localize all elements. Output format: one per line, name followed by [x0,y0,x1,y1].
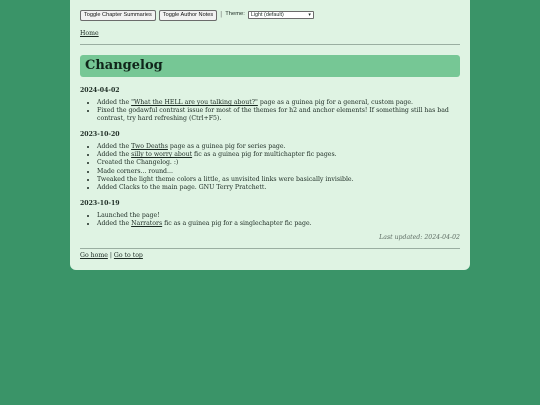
changelog-item [97,159,460,167]
changelog-item-text: Added the [97,143,132,151]
changelog-item-link[interactable]: Two Deaths [131,143,168,151]
changelog-item-link[interactable]: "What the HELL are you talking about?" [131,99,258,107]
changelog-item [97,107,460,123]
changelog [80,87,460,236]
changelog-item [97,176,460,184]
footer-nav [80,252,143,260]
changelog-date: 2023-10-19 [80,199,120,207]
theme-label: Theme: [225,11,245,18]
changelog-item [97,184,460,192]
changelog-date: 2024-04-02 [80,87,120,94]
toggle-chapter-summaries-button[interactable]: Toggle Chapter Summaries [80,10,156,21]
changelog-list [80,143,460,191]
changelog-item-text: Added the [97,99,132,107]
changelog-item [97,220,460,228]
changelog-item-link[interactable]: silly to worry about [131,151,193,159]
page-title: Changelog [80,55,460,77]
changelog-item-text: Added Clacks to the main page. GNU Terry Pratchett. [97,183,267,191]
changelog-item-text: page as a guinea pig for a general, custom page. [257,99,414,107]
changelog-item-text: Fixed the godawful contrast issue for most of the themes for h2 and anchor elements! If something still has bad contrast, try hard refreshing (Ctrl+F5). [97,107,449,123]
changelog-item [97,151,460,159]
last-updated: Last updated: 2024-04-02 [379,234,460,241]
content-panel [70,0,470,270]
changelog-item-text: Created the Changelog. :) [97,159,179,167]
changelog-item [97,168,460,176]
theme-select[interactable] [248,11,314,19]
home-link[interactable]: Home [80,30,99,37]
theme-select-value: Light (default) [250,11,284,18]
chevron-down-icon: ▾ [308,11,311,18]
changelog-item [97,212,460,220]
toolbar [80,9,460,21]
changelog-item-text: Launched the page! [97,211,160,219]
changelog-item-text: fic as a guinea pig for a singlechapter fic page. [162,219,312,227]
divider [80,248,460,249]
changelog-item-text: Added the [97,219,132,227]
changelog-item-text: Made corners... round... [97,167,173,175]
changelog-item-text: Added the [97,151,132,159]
changelog-item [97,99,460,107]
changelog-item-text: page as a guinea pig for series page. [167,143,286,151]
changelog-date: 2023-10-20 [80,131,120,139]
changelog-item-link[interactable]: Narrators [131,219,163,227]
changelog-item [97,143,460,151]
toolbar-separator: | [220,11,223,19]
changelog-item-text: fic as a guinea pig for multichapter fic pages. [192,151,337,159]
changelog-item-text: Tweaked the light theme colors a little, as unvisited links were basically invisible. [97,175,354,183]
divider [80,44,460,45]
changelog-list [80,212,460,228]
changelog-list [80,99,460,123]
footer-separator: | [109,252,112,259]
go-to-top-link[interactable]: Go to top [113,252,143,259]
toggle-author-notes-button[interactable]: Toggle Author Notes [159,10,217,21]
go-home-link[interactable]: Go home [80,252,108,259]
